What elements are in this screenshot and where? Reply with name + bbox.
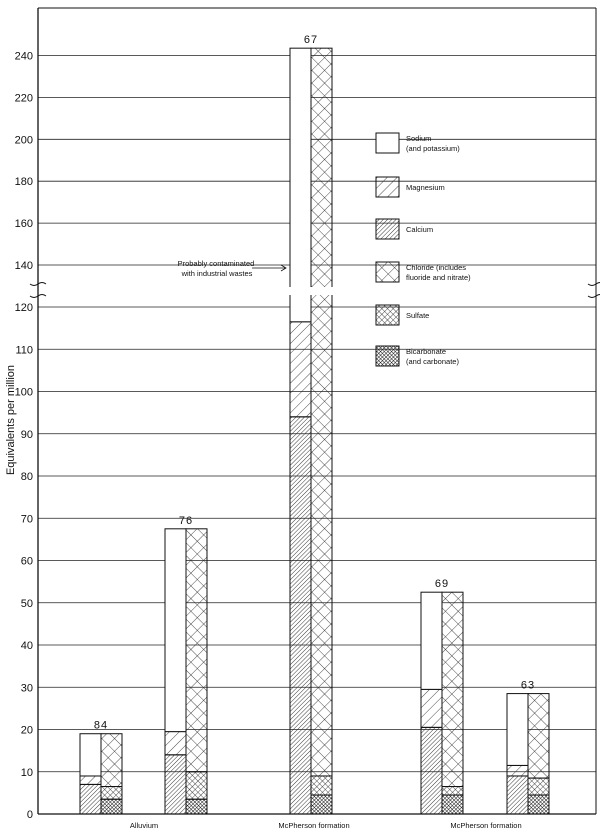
sample-number-label: 63	[520, 679, 536, 692]
anion-bicarbonate-segment	[528, 795, 549, 814]
sample-number-label: 67	[303, 34, 319, 47]
y-tick-label: 220	[14, 92, 33, 105]
y-tick-label: 90	[20, 428, 33, 441]
anion-chloride-segment	[442, 592, 463, 786]
group-label: McPherson formation	[278, 821, 350, 830]
y-tick-label: 100	[14, 386, 33, 399]
y-tick-label: 70	[20, 513, 33, 526]
sample-number-label: 76	[178, 514, 194, 527]
group-label: Alluvium	[129, 821, 159, 830]
annotation-line-2: with industrial wastes	[181, 269, 253, 278]
legend-label-line: Chloride (includes	[406, 263, 467, 272]
cation-sodium-segment	[80, 734, 101, 776]
legend-label-line: Sodium	[406, 134, 432, 143]
anion-bicarbonate-segment	[101, 799, 122, 814]
y-tick-label: 110	[15, 344, 33, 357]
y-tick-label: 200	[14, 134, 33, 147]
legend-label-bicarbonate	[406, 347, 459, 366]
annotation	[178, 259, 257, 278]
cation-calcium-segment	[165, 755, 186, 814]
legend-label-magnesium	[406, 183, 445, 192]
y-tick-label: 50	[20, 597, 33, 610]
anion-sulfate-segment	[528, 778, 549, 795]
legend-label-line: Magnesium	[406, 183, 445, 192]
legend-swatch-calcium	[376, 219, 399, 239]
anion-sulfate-segment	[442, 787, 463, 795]
anion-chloride-segment	[101, 734, 122, 787]
legend-label-calcium	[406, 225, 433, 234]
legend-label-line: Calcium	[406, 225, 434, 234]
anion-chloride-segment	[528, 694, 549, 779]
cation-magnesium-segment	[421, 689, 442, 727]
cation-calcium-segment	[507, 776, 528, 814]
legend-swatch-chloride	[376, 262, 399, 282]
legend-label-line: fluoride and nitrate)	[406, 273, 471, 282]
legend-label-sodium	[406, 134, 460, 153]
y-tick-label: 140	[14, 260, 33, 272]
cation-calcium-segment	[80, 784, 101, 814]
annotation-line-1: Probably contaminated	[177, 259, 255, 268]
break-gap	[39, 287, 595, 295]
bars	[80, 48, 549, 814]
y-axis-label: Equivalents per million	[5, 364, 17, 476]
legend	[376, 133, 471, 366]
cation-sodium-segment	[165, 529, 186, 732]
anion-sulfate-segment	[186, 772, 207, 799]
y-tick-label: 160	[14, 218, 33, 231]
sample-number-label: 84	[93, 719, 109, 732]
legend-label-line: (and carbonate)	[406, 357, 459, 366]
cation-sodium-segment	[421, 592, 442, 689]
annotation-arrow	[252, 265, 286, 271]
anion-chloride-segment	[311, 48, 332, 776]
legend-label-line: (and potassium)	[406, 144, 460, 153]
anion-sulfate-segment	[311, 776, 332, 795]
anion-bicarbonate-segment	[442, 795, 463, 814]
legend-swatch-magnesium	[376, 177, 399, 197]
sample-number-label: 69	[434, 578, 450, 591]
y-tick-label: 240	[14, 50, 33, 63]
legend-swatch-bicarbonate	[376, 346, 399, 366]
cation-calcium-segment	[290, 417, 311, 814]
anion-sulfate-segment	[101, 787, 122, 800]
y-tick-label: 120	[14, 302, 33, 314]
cation-magnesium-segment	[165, 732, 186, 755]
legend-label-chloride	[406, 263, 471, 282]
anion-bicarbonate-segment	[311, 795, 332, 814]
legend-label-line: Bicarbonate	[406, 347, 447, 356]
cation-magnesium-segment	[80, 776, 101, 784]
legend-label-line: Sulfate	[406, 311, 430, 320]
break-mark-right	[588, 283, 600, 286]
anion-chloride-segment	[186, 529, 207, 772]
y-tick-label: 60	[20, 555, 33, 568]
y-tick-label: 30	[20, 682, 33, 695]
y-tick-label: 40	[20, 640, 33, 652]
cation-magnesium-segment	[507, 765, 528, 776]
y-tick-label: 10	[20, 766, 33, 779]
y-tick-label: 80	[20, 471, 33, 483]
legend-swatch-sodium	[376, 133, 399, 153]
y-tick-label: 20	[20, 724, 33, 737]
y-tick-label: 180	[14, 176, 33, 189]
cation-sodium-segment	[507, 694, 528, 766]
legend-swatch-sulfate	[376, 305, 399, 325]
anion-bicarbonate-segment	[186, 799, 207, 814]
group-label: McPherson formation	[450, 821, 522, 830]
cation-sodium-segment	[290, 48, 311, 322]
y-tick-label: 0	[26, 809, 33, 821]
legend-label-sulfate	[406, 311, 429, 320]
cation-calcium-segment	[421, 727, 442, 814]
cation-magnesium-segment	[290, 322, 311, 417]
